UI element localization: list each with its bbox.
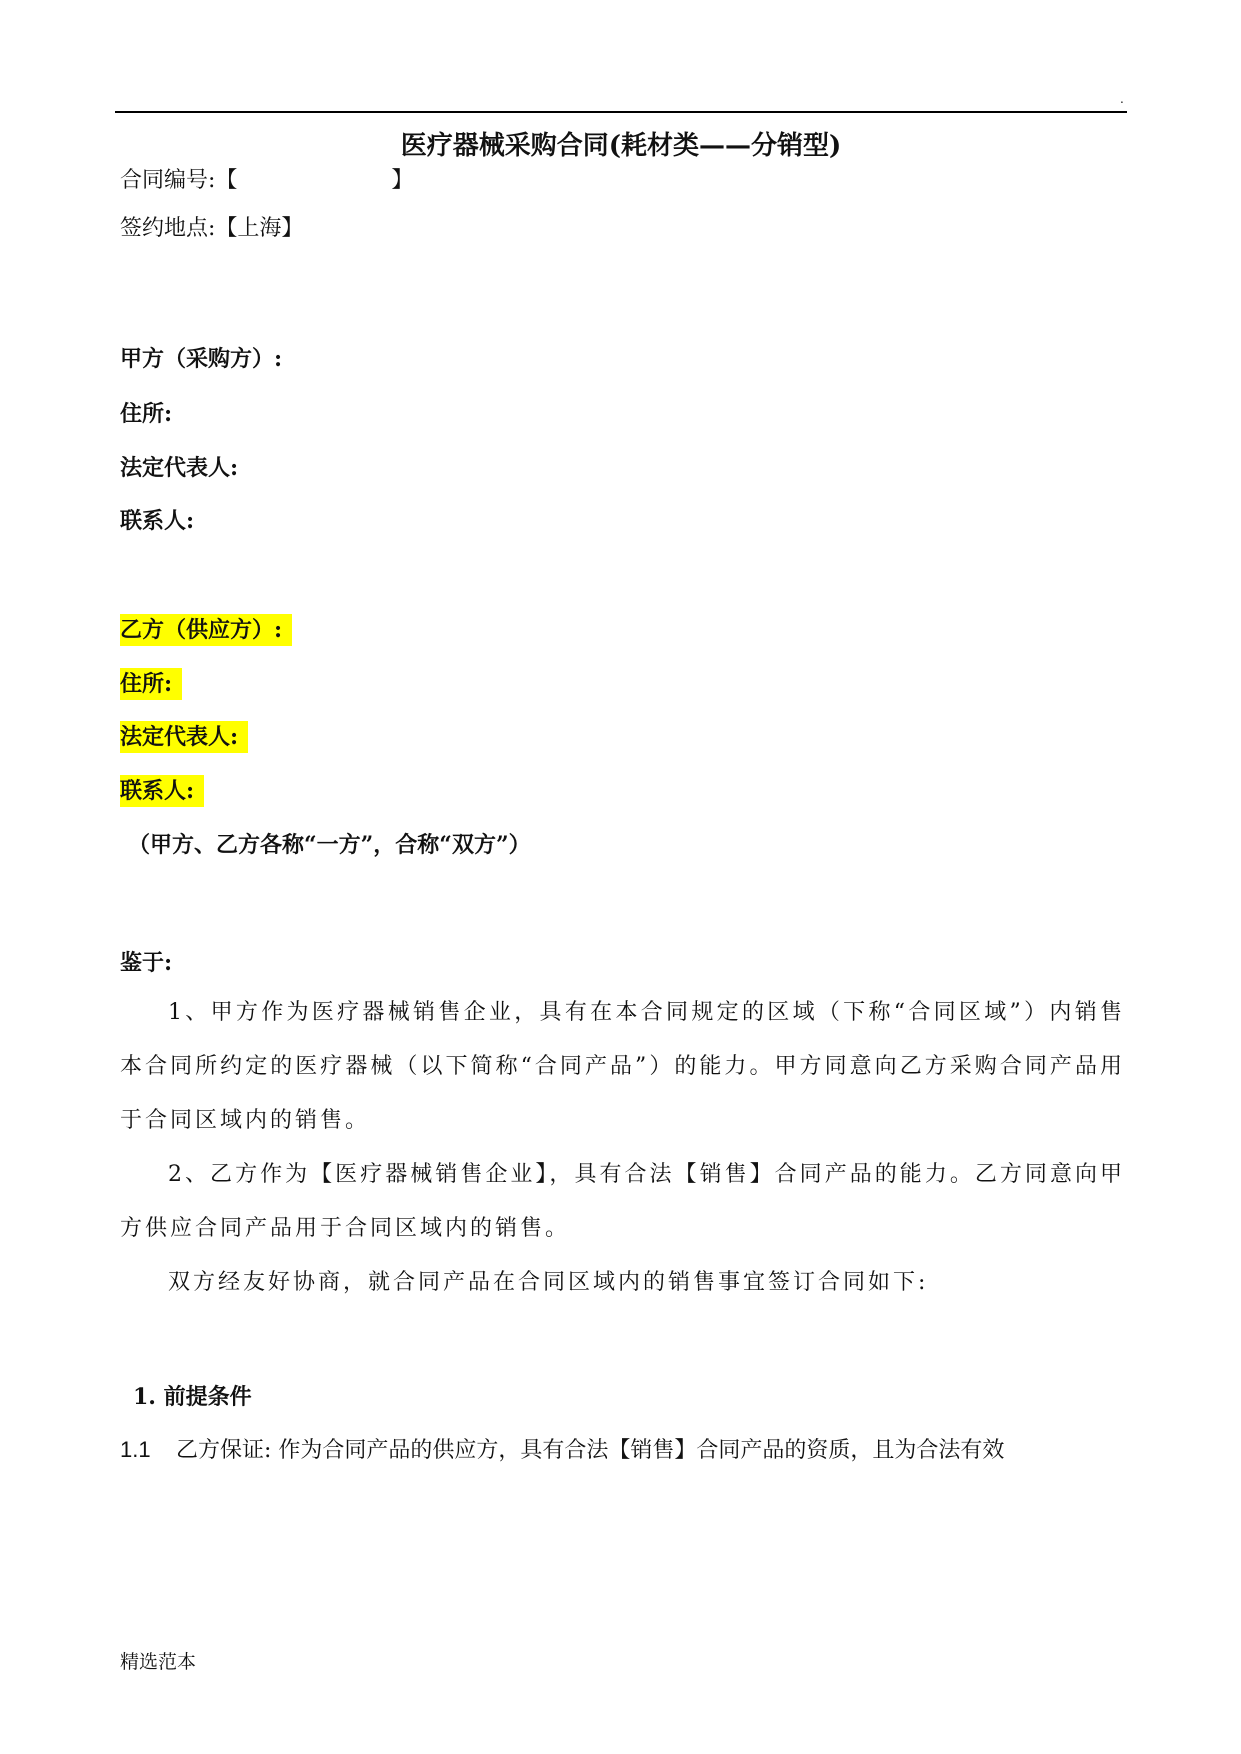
party-b-heading: 乙方（供应方）:: [120, 614, 292, 646]
party-b-legal-rep: 法定代表人:: [120, 721, 248, 753]
clause-text: 乙方保证: 作为合同产品的供应方，具有合法【销售】合同产品的资质，且为合法有效: [176, 1438, 1005, 1463]
party-a-address: 住所:: [120, 401, 173, 427]
party-a-heading: 甲方（采购方）:: [120, 346, 283, 372]
party-a-legal-rep: 法定代表人:: [120, 455, 239, 481]
document-title: 医疗器械采购合同(耗材类——分销型): [400, 131, 842, 161]
whereas-heading: 鉴于:: [120, 950, 173, 976]
whereas-paragraph-1: 1、甲方作为医疗器械销售企业，具有在本合同规定的区域（下称“合同区域”）内销售本合同所约定的医疗器械（以下简称“合同产品”）的能力。甲方同意向乙方采购合同产品用于合同区域内的销售。: [120, 1000, 1125, 1133]
party-b-address: 住所:: [120, 668, 182, 700]
header-rule: [115, 111, 1127, 113]
signing-place: 签约地点:【上海】: [120, 216, 304, 241]
page-footer: 精选范本: [120, 1651, 197, 1673]
header-mark: .: [1120, 92, 1124, 106]
parties-note: （甲方、乙方各称“一方”，合称“双方”）: [128, 832, 531, 858]
contract-number: 合同编号:【 】: [120, 168, 414, 193]
agreement-intro: 双方经友好协商，就合同产品在合同区域内的销售事宜签订合同如下:: [168, 1270, 929, 1295]
section-1-heading: 1. 前提条件: [133, 1384, 252, 1410]
whereas-paragraph-2: 2、乙方作为【医疗器械销售企业】，具有合法【销售】合同产品的能力。乙方同意向甲方供应合同产品用于合同区域内的销售。: [120, 1162, 1125, 1241]
party-a-contact: 联系人:: [120, 508, 195, 534]
party-b-contact: 联系人:: [120, 775, 204, 807]
clause-1-1: [120, 1434, 1130, 1467]
clause-number: 1.1: [120, 1437, 151, 1462]
